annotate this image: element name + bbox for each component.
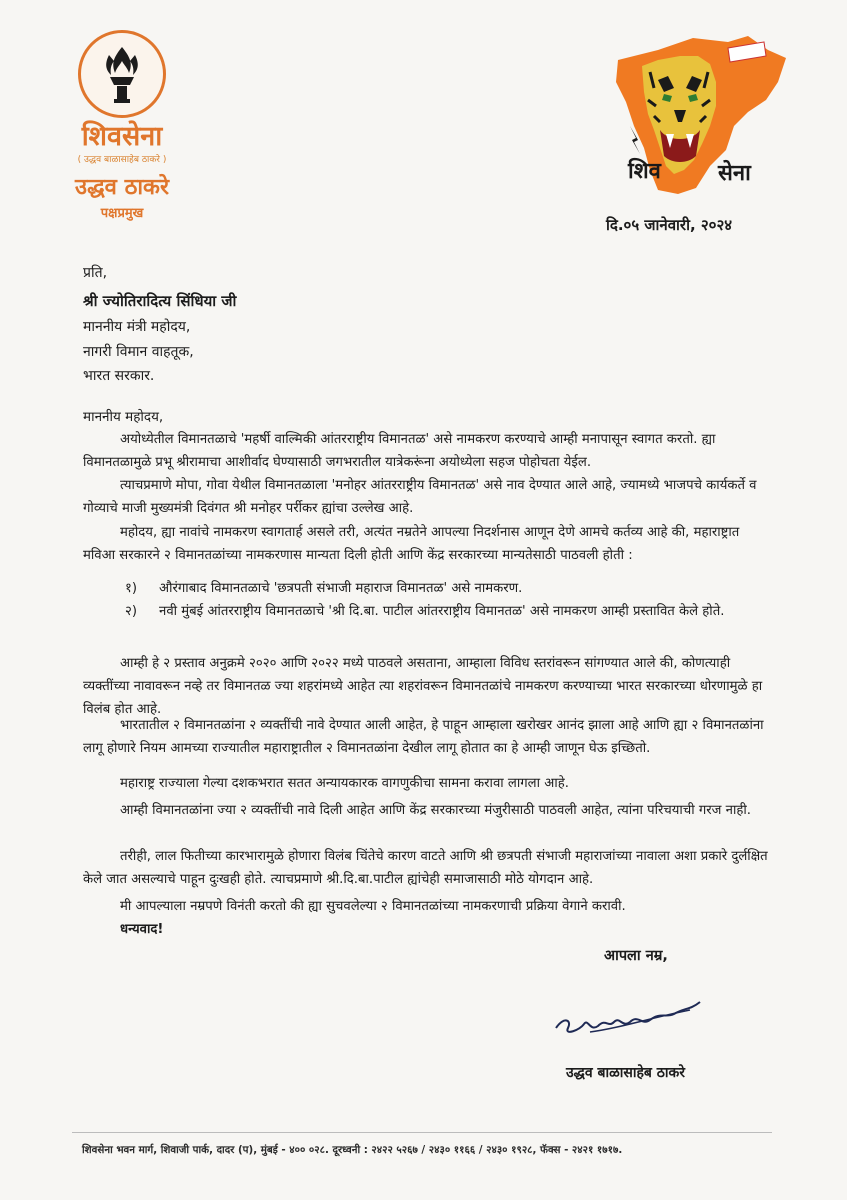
party-subtitle: ( उद्धव बाळासाहेब ठाकरे ) (77, 155, 167, 165)
list-item (125, 577, 765, 600)
paragraph-text: महोदय, ह्या नावांचे नामकरण स्वागतार्ह असले तरी, अत्यंत नम्रतेने आपल्या निदर्शनास आणून देणे आमचे कर्तव्य आहे की, महाराष्ट्रात मविआ सरकारने २ विमानतळांच्या नामकरणास मान्यता दिली होती आणि केंद्र सरकारच्या मान्यतेसाठी पाठवली होती : (83, 525, 740, 563)
paragraph-text: भारतातील २ विमानतळांना २ व्यक्तींची नावे देण्यात आली आहेत, हे पाहून आम्हाला खरोखर आनंद झाला आहे आणि ह्या २ विमानतळांना लागू होणारे नियम आमच्या राज्यातील महाराष्ट्रातील २ विमानतळांना देखील लागू होतात का हे आम्ही जाणून घेऊ इच्छितो. (83, 718, 764, 756)
paragraph-text: आम्ही विमानतळांना ज्या २ व्यक्तींची नावे दिली आहेत आणि केंद्र सरकारच्या मंजुरीसाठी पाठवली आहेत, त्यांना परिचयाची गरज नाही. (120, 803, 751, 818)
paragraph-text: त्याचप्रमाणे मोपा, गोवा येथील विमानतळाला 'मनोहर आंतरराष्ट्रीय विमानतळ' असे नाव देण्यात आले आहे, ज्यामध्ये भाजपचे कार्यकर्ते व गोव्याचे माजी मुख्यमंत्री दिवंगत श्री मनोहर पर्रीकर ह्यांचा उल्लेख आहे. (83, 478, 757, 516)
paragraph-text: आम्ही हे २ प्रस्ताव अनुक्रमे २०२० आणि २०२२ मध्ये पाठवले असताना, आम्हाला विविध स्तरांवरून सांगण्यात आले की, कोणत्याही व्यक्तींच्या नावावरून नव्हे तर विमानतळ ज्या शहरांमध्ये आहेत त्या शहरांवरून विमानतळांचे नामकरण करण्याच्या भारत सरकारच्या धोरणामुळे हा विलंब होत आहे. (83, 656, 763, 717)
paragraph-1 (83, 428, 769, 474)
paragraph-5 (83, 714, 769, 760)
paragraph-6 (83, 772, 769, 795)
list-number: २) (125, 604, 138, 619)
signer-name: उद्धव बाळासाहेब ठाकरे (566, 1065, 686, 1081)
letterhead-left (62, 30, 182, 221)
footer-divider (72, 1132, 772, 1133)
emblem-text-right: सेना (718, 161, 751, 186)
paragraph-3 (83, 521, 769, 567)
tiger-emblem-icon (598, 30, 804, 200)
paragraph-text: तरीही, लाल फितीच्या कारभारामुळे होणारा विलंब चिंतेचे कारण वाटते आणि श्री छत्रपती संभाजी महाराजांच्या नावाला अशा प्रकारे दुर्लक्षित केले जात असल्याचे पाहून दुःखही होते. त्याचप्रमाणे श्री.दि.बा.पाटील ह्यांचेही समाजासाठी मोठे योगदान आहे. (83, 849, 768, 887)
paragraph-8 (83, 845, 769, 891)
party-name: शिवसेना (81, 121, 163, 152)
leader-title: पक्षप्रमुख (100, 206, 144, 221)
list-number: १) (125, 581, 138, 596)
recipient-line3: भारत सरकार. (83, 368, 155, 384)
emblem-text-left: शिव (628, 159, 661, 184)
leader-name: उद्धव ठाकरे (75, 175, 169, 200)
paragraph-9 (83, 895, 769, 941)
thanks-text: धन्यवाद! (120, 922, 164, 937)
list-item (125, 600, 765, 623)
salutation: माननीय महोदय, (83, 409, 164, 425)
closing: आपला नम्र, (604, 948, 668, 964)
list-text: औरंगाबाद विमानतळाचे 'छत्रपती संभाजी महाराज विमानतळ' असे नामकरण. (159, 581, 523, 596)
paragraph-7 (83, 799, 769, 822)
recipient-line1: माननीय मंत्री महोदय, (83, 319, 191, 335)
paragraph-text: मी आपल्याला नम्रपणे विनंती करतो की ह्या सुचवलेल्या २ विमानतळांच्या नामकरणाची प्रक्रिया वेगाने करावी. (120, 899, 626, 914)
list-text: नवी मुंबई आंतरराष्ट्रीय विमानतळाचे 'श्री दि.बा. पाटील आंतरराष्ट्रीय विमानतळ' असे नामकरण आम्ही प्रस्तावित केले होते. (159, 604, 725, 619)
letter-date: दि.०५ जानेवारी, २०२४ (606, 216, 733, 234)
paragraph-text: अयोध्येतील विमानतळाचे 'महर्षी वाल्मिकी आंतरराष्ट्रीय विमानतळ' असे नामकरण करण्याचे आम्ही मनापासून स्वागत करतो. ह्या विमानतळामुळे प्रभू श्रीरामाचा आशीर्वाद घेण्यासाठी जगभरातील यात्रेकरूंना अयोध्येला सहज पोहोचता येईल. (83, 432, 716, 470)
torch-logo-icon (78, 30, 166, 118)
paragraph-4 (83, 652, 769, 721)
paragraph-2 (83, 474, 769, 520)
signature-icon (550, 988, 720, 1048)
recipient-prefix: प्रति, (83, 265, 108, 281)
recipient-name: श्री ज्योतिरादित्य सिंधिया जी (83, 292, 237, 310)
recipient-line2: नागरी विमान वाहतूक, (83, 344, 194, 360)
footer-address: शिवसेना भवन मार्ग, शिवाजी पार्क, दादर (प), मुंबई - ४०० ०२८. दूरध्वनी : २४२२ ५२६७ / २४३० ११६६ / २४३० १९२८, फॅक्स - २४२१ १७१७. (82, 1144, 623, 1156)
paragraph-text: महाराष्ट्र राज्याला गेल्या दशकभरात सतत अन्यायकारक वागणुकीचा सामना करावा लागला आहे. (120, 776, 569, 791)
